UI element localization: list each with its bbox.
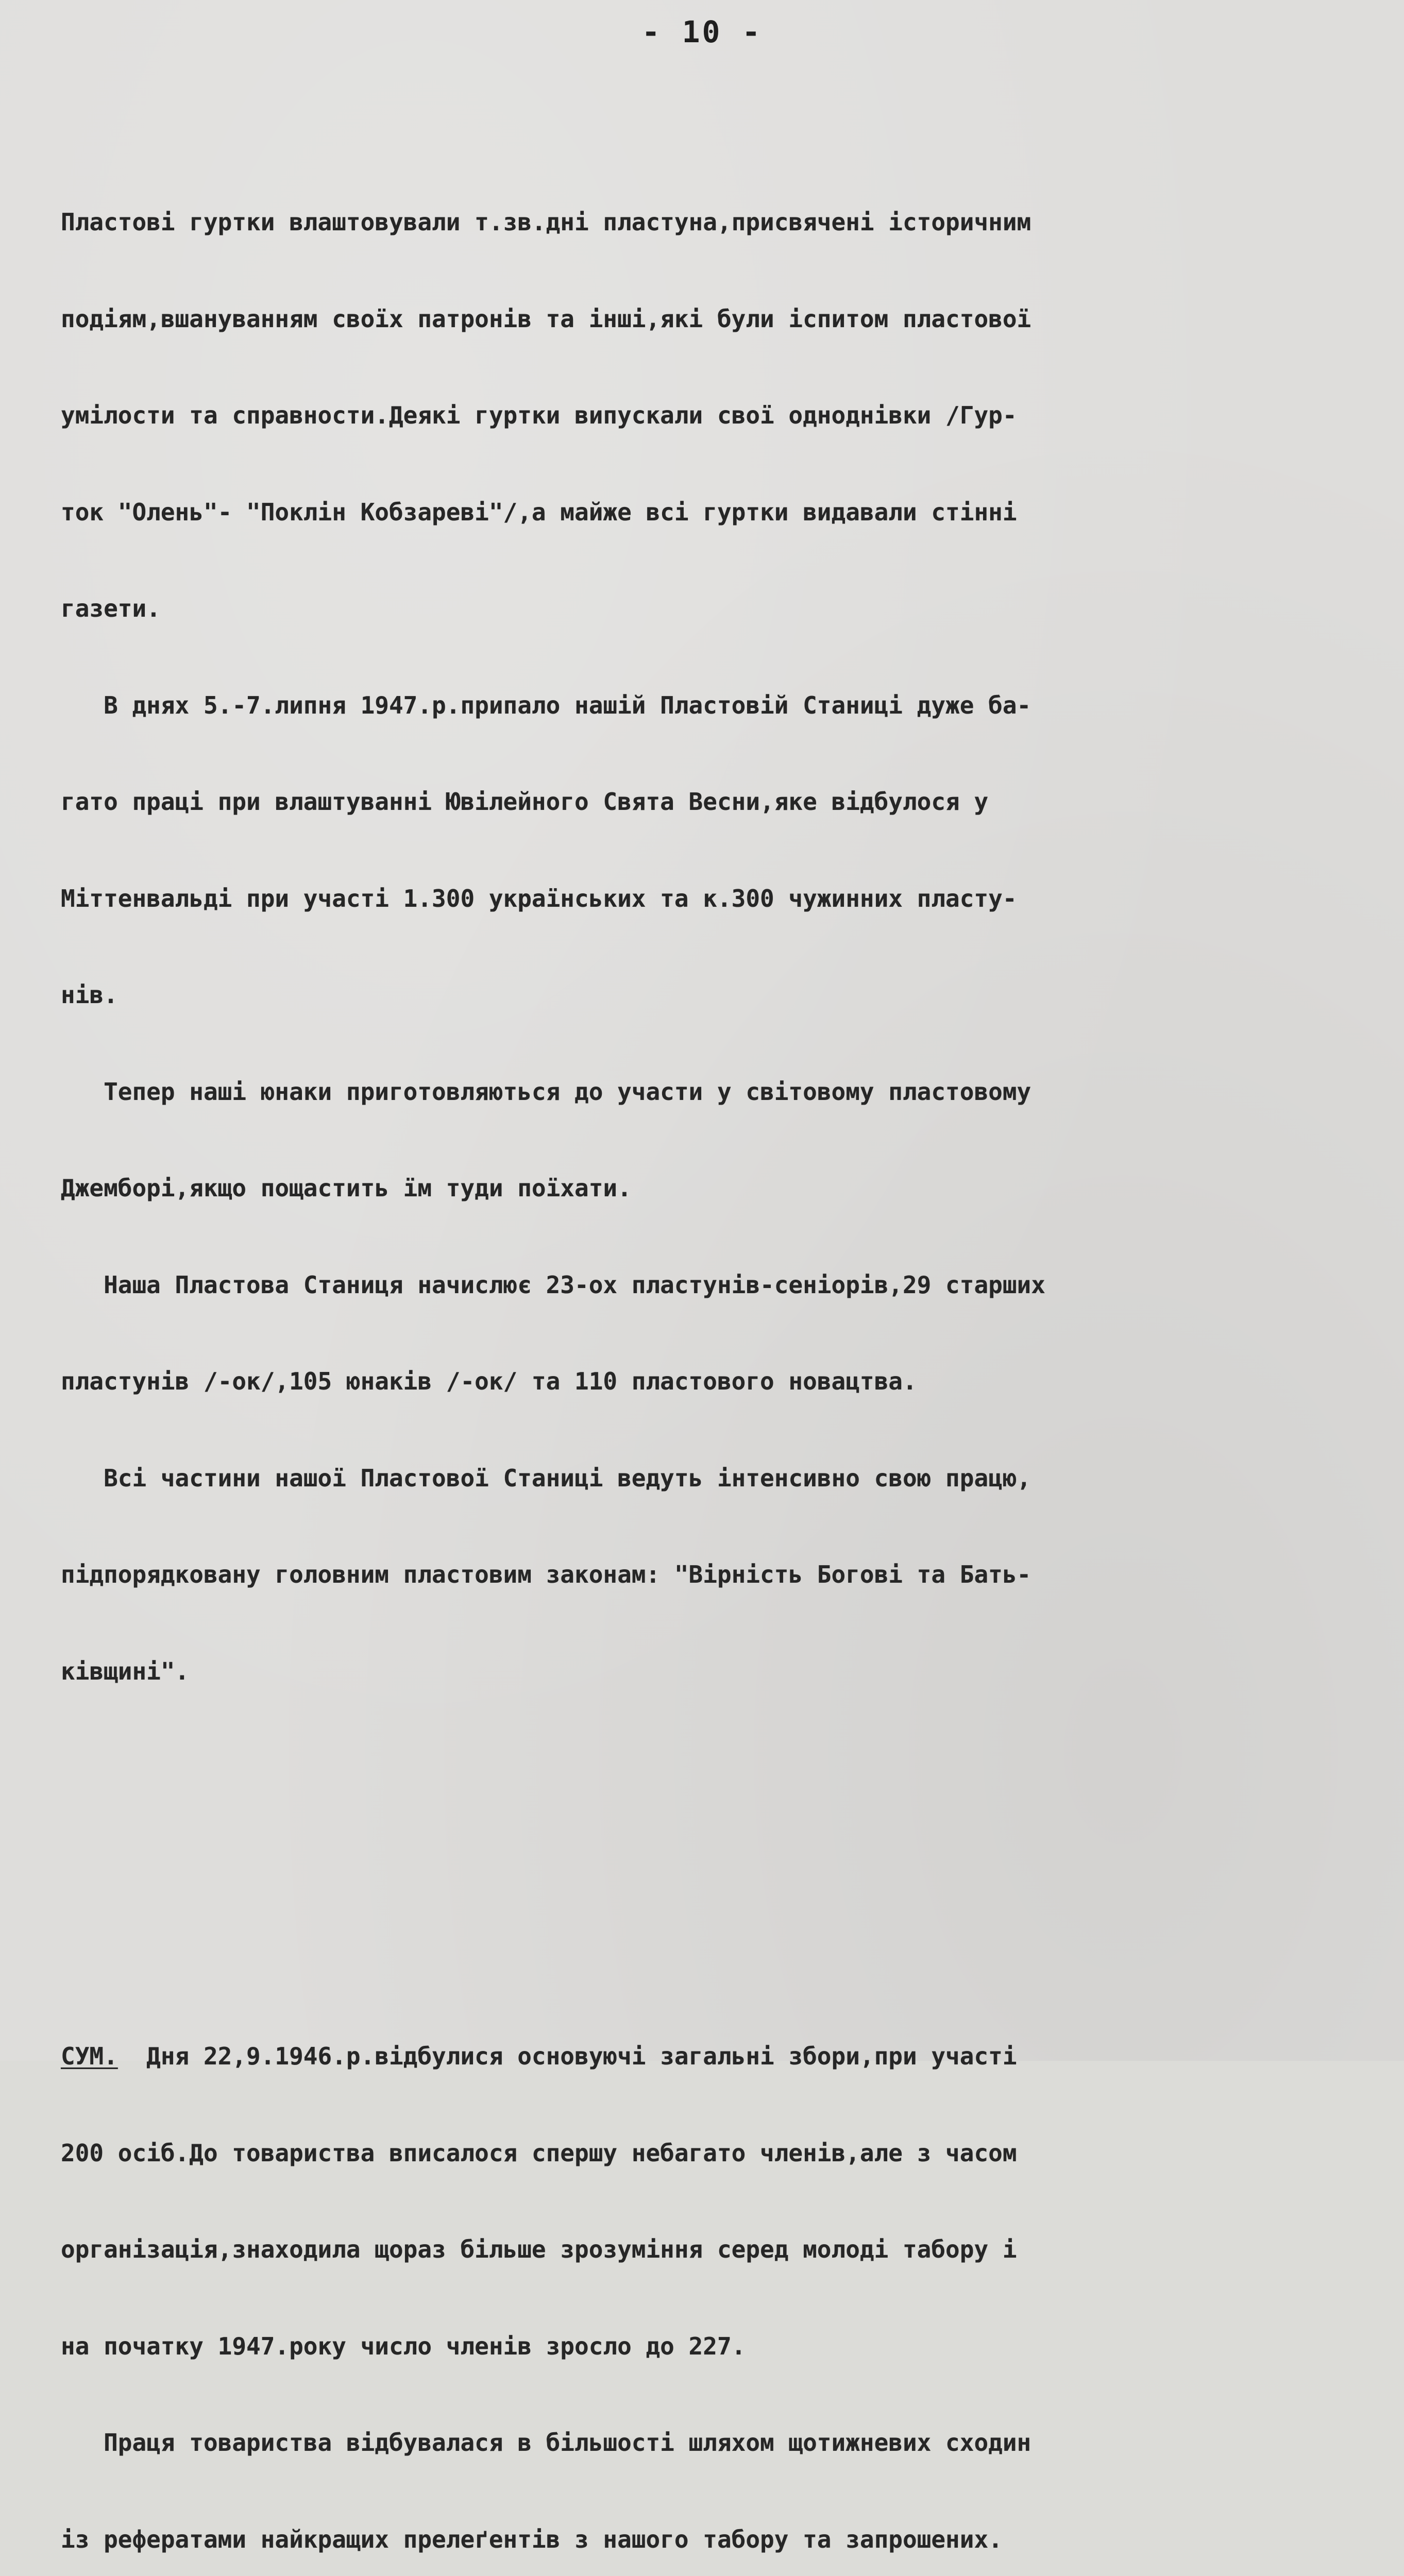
- text-line: Пластові гуртки влаштовували т.зв.дні пластуна,присвячені історичним: [61, 208, 1031, 236]
- text-line: Всі частини нашої Пластової Станиці ведуть інтенсивно свою працю,: [61, 1464, 1031, 1492]
- text-line: Наша Пластова Станиця начислює 23-ох пластунів-сеніорів,29 старших: [61, 1270, 1045, 1299]
- text-line: пластунів /-ок/,105 юнаків /-ок/ та 110 пластового новацтва.: [61, 1367, 917, 1395]
- text-line-rest: Дня 22,9.1946.р.відбулися основуючі загальні збори,при участі: [117, 2042, 1017, 2070]
- text-line: із рефератами найкращих прелеґентів з нашого табору та запрошених.: [61, 2525, 1003, 2553]
- section-plast: [61, 142, 1354, 1752]
- document-body: [61, 77, 1354, 2576]
- page-number: - 10 -: [641, 14, 763, 49]
- text-line: газети.: [61, 595, 161, 622]
- text-line: В днях 5.-7.липня 1947.р.припало нашій Пластовій Станиці дуже ба-: [61, 691, 1031, 719]
- text-line: подіям,вшануванням своїх патронів та інші,які були іспитом пластової: [61, 304, 1031, 333]
- text-line: Праця товариства відбувалася в більшості шляхом щотижневих сходин: [61, 2429, 1031, 2456]
- text-line: [61, 2040, 1354, 2073]
- text-line: 200 осіб.До товариства вписалося спершу небагато членів,але з часом: [61, 2139, 1017, 2167]
- text-line: організація,знаходила щораз більше зрозуміння серед молоді табору і: [61, 2235, 1017, 2263]
- text-line: на початку 1947.року число членів зросло до 227.: [61, 2332, 746, 2360]
- text-line: нів.: [61, 981, 118, 1009]
- text-line: ківщині".: [61, 1657, 190, 1685]
- text-line: ток "Олень"- "Поклін Кобзареві"/,а майже всі гуртки видавали стінні: [61, 498, 1017, 526]
- section-gap: [61, 1849, 1354, 1879]
- text-line: Міттенвальді при участі 1.300 українських та к.300 чужинних пласту-: [61, 884, 1017, 912]
- text-line: Тепер наші юнаки приготовляються до участи у світовому пластовому: [61, 1077, 1031, 1106]
- text-line: умілости та справности.Деякі гуртки випускали свої одноднівки /Гур-: [61, 401, 1017, 429]
- section-sum: [61, 1976, 1354, 2576]
- section-heading-sum: СУМ.: [61, 2042, 118, 2070]
- text-line: підпорядковану головним пластовим законам: "Вірність Богові та Бать-: [61, 1561, 1031, 1588]
- text-line: гато праці при влаштуванні Ювілейного Свята Весни,яке відбулося у: [61, 788, 989, 816]
- text-line: Джемборі,якщо пощастить їм туди поїхати.: [61, 1174, 632, 1202]
